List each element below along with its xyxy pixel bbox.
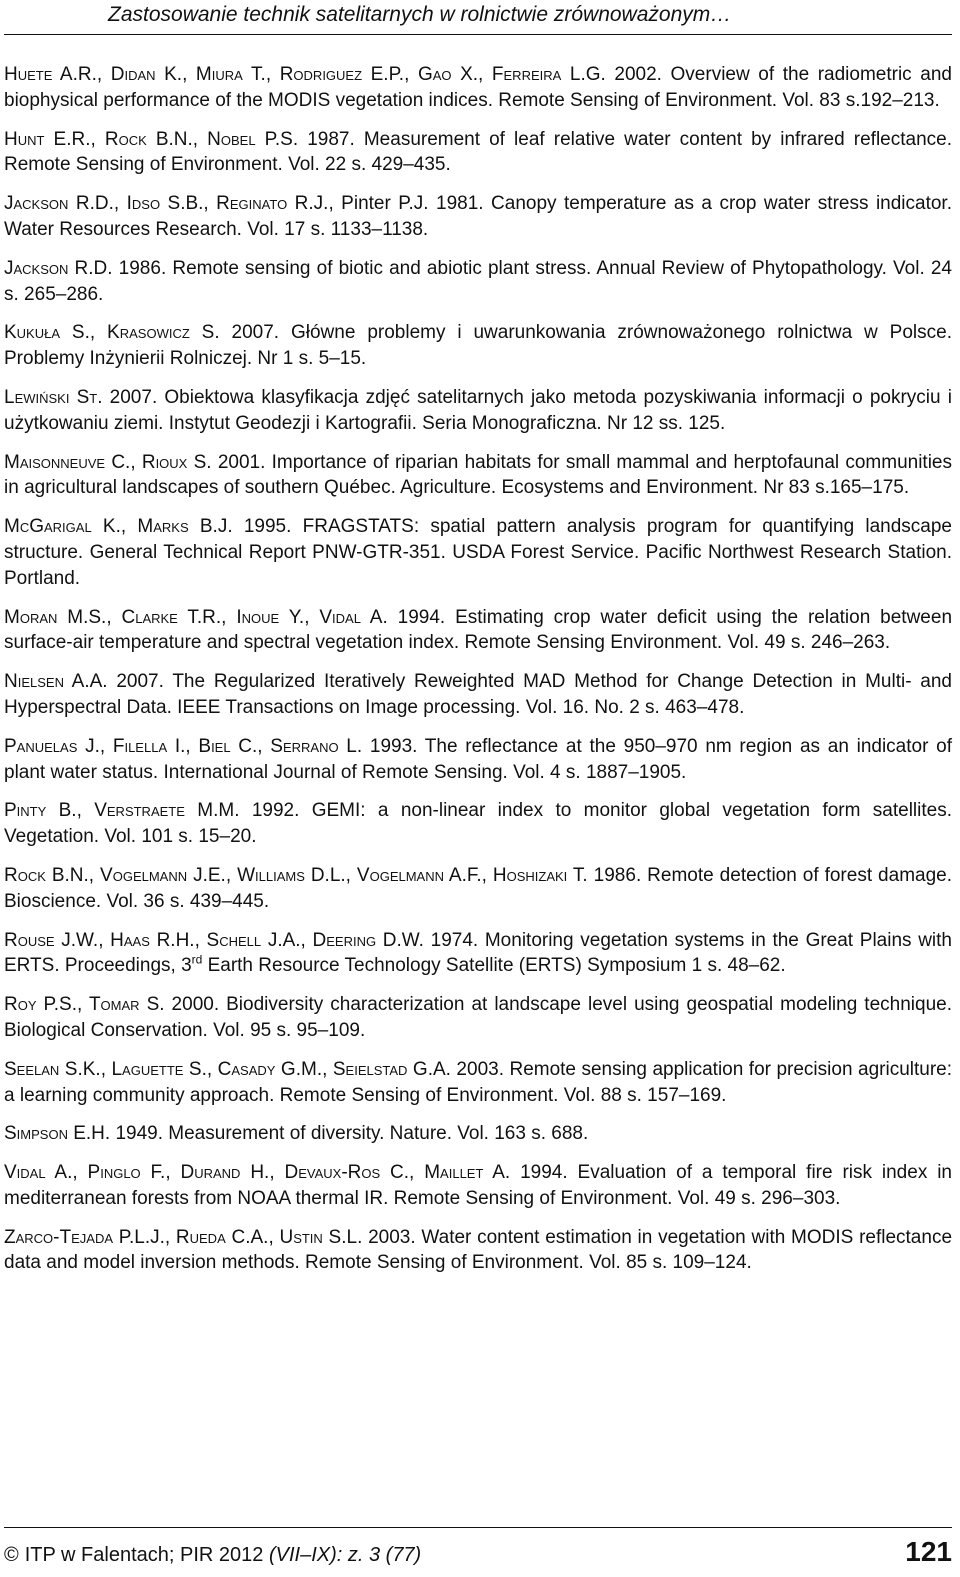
reference-details: 2001. Importance of riparian habitats for small mammal and herptofaunal communities in agricultural landscapes of southern Québec. Agriculture. Ecosystems and Environment. Nr 83 s.165–175. bbox=[4, 451, 953, 499]
reference-entry bbox=[4, 450, 952, 502]
reference-authors: Seelan S.K., Laguette S., Casady G.M., Seielstad G.A. bbox=[4, 1058, 451, 1080]
reference-authors: Vidal A., Pinglo F., Durand H., Devaux-Ros C., Maillet A. bbox=[4, 1162, 511, 1184]
reference-details: 2007. Obiektowa klasyfikacja zdjęć satelitarnych jako metoda pozyskiwania informacji o pokryciu i użytkowaniu ziemi. Instytut Geodezji i Kartografii. Seria Monograficzna. Nr 12 ss. 125. bbox=[4, 386, 952, 434]
reference-details: 2003. Water content estimation in vegetation with MODIS reflectance data and model inversion methods. Remote Sensing of Environment. Vol. 85 s. 109–124. bbox=[4, 1226, 953, 1274]
reference-authors: Simpson E.H. bbox=[4, 1123, 111, 1145]
running-header-title: Zastosowanie technik satelitarnych w rolnictwie zrównoważonym… bbox=[108, 3, 732, 26]
copyright-icon: © bbox=[4, 1544, 19, 1566]
reference-entry bbox=[4, 1121, 952, 1147]
reference-entry bbox=[4, 928, 952, 980]
reference-authors: Roy P.S., Tomar S. bbox=[4, 994, 165, 1016]
page-footer bbox=[4, 1536, 952, 1570]
reference-details: 2003. Remote sensing application for precision agriculture: a learning community approach. Remote Sensing of Environment. Vol. 88 s. 157–169. bbox=[4, 1058, 952, 1106]
page-number: 121 bbox=[905, 1536, 952, 1567]
reference-authors: Huete A.R., Didan K., Miura T., Rodriguez E.P., Gao X., Ferreira L.G. bbox=[4, 64, 606, 85]
reference-details: 2007. The Regularized Iteratively Reweighted MAD Method for Change Detection in Multi- and Hyperspectral Data. IEEE Transactions on Image processing. Vol. 16. No. 2 s. 463–478. bbox=[4, 671, 952, 718]
reference-entry bbox=[4, 734, 952, 786]
reference-entry bbox=[4, 992, 952, 1044]
reference-entry bbox=[4, 1057, 952, 1109]
reference-entry bbox=[4, 514, 952, 591]
reference-entry bbox=[4, 1160, 952, 1212]
reference-entry bbox=[4, 1225, 952, 1277]
reference-details-continued: Earth Resource Technology Satellite (ERTS) Symposium 1 s. 48–62. bbox=[202, 955, 786, 977]
reference-entry bbox=[4, 62, 952, 114]
reference-authors: Lewiński St. bbox=[4, 386, 103, 408]
reference-entry bbox=[4, 669, 952, 721]
footer-divider bbox=[4, 1527, 952, 1528]
reference-entry bbox=[4, 798, 952, 850]
reference-details: Pinter P.J. 1981. Canopy temperature as a crop water stress indicator. Water Resources Research. Vol. 17 s. 1133–1138. bbox=[4, 193, 952, 240]
reference-details: 1949. Measurement of diversity. Nature. Vol. 163 s. 688. bbox=[110, 1123, 589, 1145]
reference-entry bbox=[4, 863, 952, 915]
reference-details: 2002. Overview of the radiometric and biophysical performance of the MODIS vegetation indices. Remote Sensing of Environment. Vol. 83 s.192–213. bbox=[4, 64, 952, 111]
reference-details: 1987. Measurement of leaf relative water content by infrared reflectance. Remote Sensing of Environment. Vol. 22 s. 429–435. bbox=[4, 128, 953, 176]
reference-authors: Rock B.N., Vogelmann J.E., Williams D.L., Vogelmann A.F., Hoshizaki T. bbox=[4, 864, 588, 886]
reference-authors: Panuelas J., Filella I., Biel C., Serrano L. bbox=[4, 735, 363, 757]
reference-entry bbox=[4, 385, 952, 437]
reference-details: 1995. FRAGSTATS: spatial pattern analysis program for quantifying landscape structure. General Technical Report PNW-GTR-351. USDA Forest Service. Pacific Northwest Research Station. Portland. bbox=[4, 516, 953, 589]
footer-citation bbox=[4, 1542, 421, 1568]
reference-details: 1986. Remote detection of forest damage. Bioscience. Vol. 36 s. 439–445. bbox=[4, 864, 952, 912]
reference-authors: Nielsen A.A. bbox=[4, 671, 108, 693]
reference-authors: McGarigal K., Marks B.J. bbox=[4, 516, 233, 538]
reference-entry bbox=[4, 605, 952, 657]
reference-details: 1992. GEMI: a non-linear index to monitor global vegetation form satellites. Vegetation. Vol. 101 s. 15–20. bbox=[4, 800, 952, 848]
footer-publisher: ITP w Falentach; PIR 2012 bbox=[24, 1544, 269, 1566]
reference-entry bbox=[4, 191, 952, 243]
reference-details: 1993. The reflectance at the 950–970 nm region as an indicator of plant water status. International Journal of Remote Sensing. Vol. 4 s. 1887–1905. bbox=[4, 735, 952, 783]
reference-authors: Pinty B., Verstraete M.M. bbox=[4, 800, 240, 822]
reference-authors: Jackson R.D. bbox=[4, 257, 113, 279]
reference-authors: Maisonneuve C., Rioux S. bbox=[4, 451, 212, 473]
reference-authors: Kukuła S., Krasowicz S. bbox=[4, 322, 220, 344]
reference-details: 1994. Estimating crop water deficit using the relation between surface-air temperature and spectral vegetation index. Remote Sensing Environment. Vol. 49 s. 246–263. bbox=[4, 606, 953, 654]
reference-details: 2007. Główne problemy i uwarunkowania zrównoważonego rolnictwa w Polsce. Problemy Inżynierii Rolniczej. Nr 1 s. 5–15. bbox=[4, 322, 952, 370]
reference-authors: Hunt E.R., Rock B.N., Nobel P.S. bbox=[4, 128, 299, 150]
reference-authors: Rouse J.W., Haas R.H., Schell J.A., Deering D.W. bbox=[4, 929, 424, 951]
reference-details: 1974. Monitoring vegetation systems in the Great Plains with ERTS. Proceedings, 3 bbox=[4, 929, 952, 977]
reference-details: 1994. Evaluation of a temporal fire risk index in mediterranean forests from NOAA thermal IR. Remote Sensing of Environment. Vol. 49 s. 296–303. bbox=[4, 1162, 952, 1209]
ordinal-superscript: rd bbox=[191, 952, 203, 967]
reference-list bbox=[4, 62, 952, 1289]
reference-authors: Moran M.S., Clarke T.R., Inoue Y., Vidal A. bbox=[4, 606, 388, 628]
reference-entry bbox=[4, 127, 952, 179]
header-divider bbox=[4, 34, 952, 35]
reference-details: 1986. Remote sensing of biotic and abiotic plant stress. Annual Review of Phytopathology. Vol. 24 s. 265–286. bbox=[4, 257, 952, 305]
reference-details: 2000. Biodiversity characterization at landscape level using geospatial modeling technique. Biological Conservation. Vol. 95 s. 95–109. bbox=[4, 994, 952, 1041]
reference-entry bbox=[4, 256, 952, 308]
reference-authors: Zarco-Tejada P.L.J., Rueda C.A., Ustin S.L. bbox=[4, 1226, 363, 1248]
footer-volume: (VII–IX): z. 3 (77) bbox=[268, 1544, 422, 1566]
reference-authors: Jackson R.D., Idso S.B., Reginato R.J., bbox=[4, 193, 334, 215]
reference-entry bbox=[4, 320, 952, 372]
